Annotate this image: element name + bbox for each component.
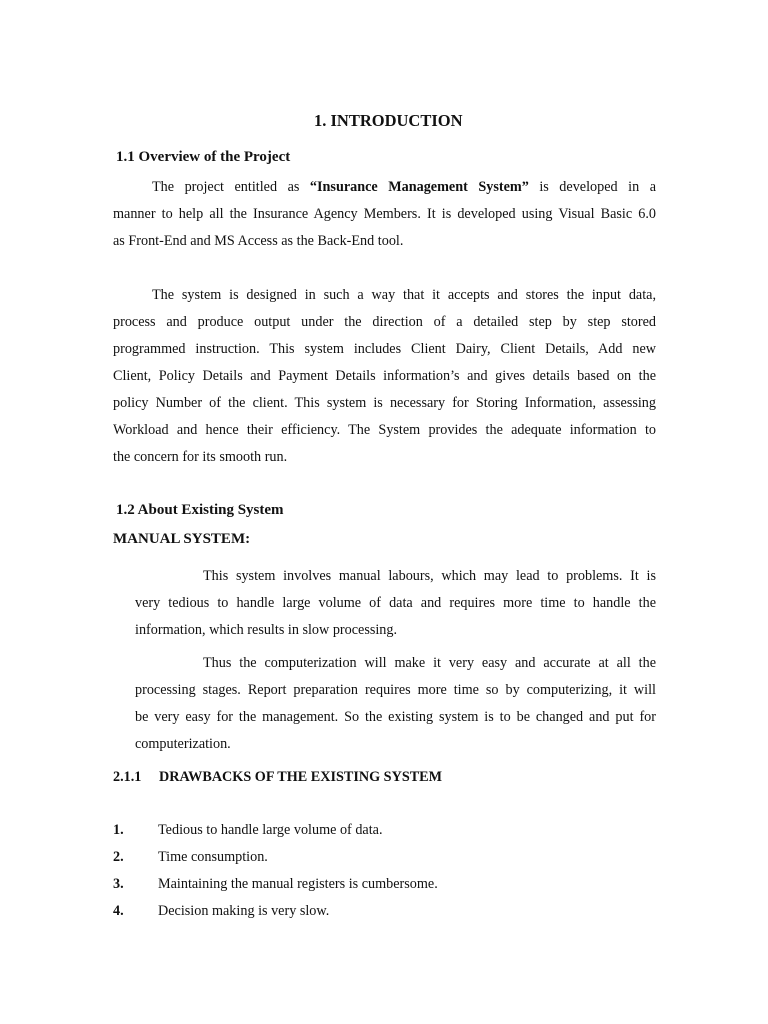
manual-paragraph-2-line-1: Thus the computerization will make it very easy and accurate at all the [203,655,656,671]
list-item [113,903,329,920]
list-item-number: 4. [113,903,124,919]
overview-paragraph-2-line-6: Workload and hence their efficiency. The System provides the adequate information to [113,422,656,438]
list-item-text: Decision making is very slow. [158,903,330,919]
overview-paragraph-2-line-5: policy Number of the client. This system is necessary for Storing Information, assessing [113,395,656,411]
list-item-number: 1. [113,822,124,838]
overview-paragraph-1-line-3: as Front-End and MS Access as the Back-End tool. [113,233,404,249]
list-item-text: Time consumption. [158,849,268,865]
overview-paragraph-1-line-2: manner to help all the Insurance Agency Members. It is developed using Visual Basic 6.0 [113,206,656,222]
manual-paragraph-2-line-3: be very easy for the management. So the existing system is to be changed and put for [135,709,656,725]
list-item [113,876,438,893]
list-item [113,849,268,866]
manual-paragraph-2-line-2: processing stages. Report preparation requires more time so by computerizing, it will [135,682,656,698]
overview-paragraph-2-line-1: The system is designed in such a way that it accepts and stores the input data, [152,287,656,303]
project-name: “Insurance Management System” [309,179,529,195]
overview-paragraph-1-line-1: The project entitled as “Insurance Management System” is developed in a [152,179,656,195]
overview-paragraph-2-line-2: process and produce output under the direction of a detailed step by step stored [113,314,656,330]
overview-paragraph-2-line-7: the concern for its smooth run. [113,449,288,465]
chapter-title: 1. INTRODUCTION [314,111,463,130]
manual-paragraph-1-line-2: very tedious to handle large volume of data and requires more time to handle the [135,595,656,611]
list-item-number: 3. [113,876,124,892]
overview-paragraph-2-line-3: programmed instruction. This system includes Client Dairy, Client Details, Add new [113,341,656,357]
drawbacks-heading-text: DRAWBACKS OF THE EXISTING SYSTEM [159,769,443,785]
manual-paragraph-2-line-4: computerization. [135,736,231,752]
section-1-1-heading: 1.1 Overview of the Project [116,149,291,165]
drawbacks-heading [113,769,442,786]
list-item [113,822,383,839]
drawbacks-heading-number: 2.1.1 [113,769,142,785]
overview-paragraph-2-line-4: Client, Policy Details and Payment Details information’s and gives details based on the [113,368,656,384]
list-item-text: Tedious to handle large volume of data. [158,822,383,838]
list-item-number: 2. [113,849,124,865]
manual-system-subheading: MANUAL SYSTEM: [113,531,251,547]
manual-paragraph-1-line-3: information, which results in slow processing. [135,622,398,638]
list-item-text: Maintaining the manual registers is cumbersome. [158,876,438,892]
manual-paragraph-1-line-1: This system involves manual labours, which may lead to problems. It is [203,568,656,584]
section-1-2-heading: 1.2 About Existing System [116,502,284,518]
